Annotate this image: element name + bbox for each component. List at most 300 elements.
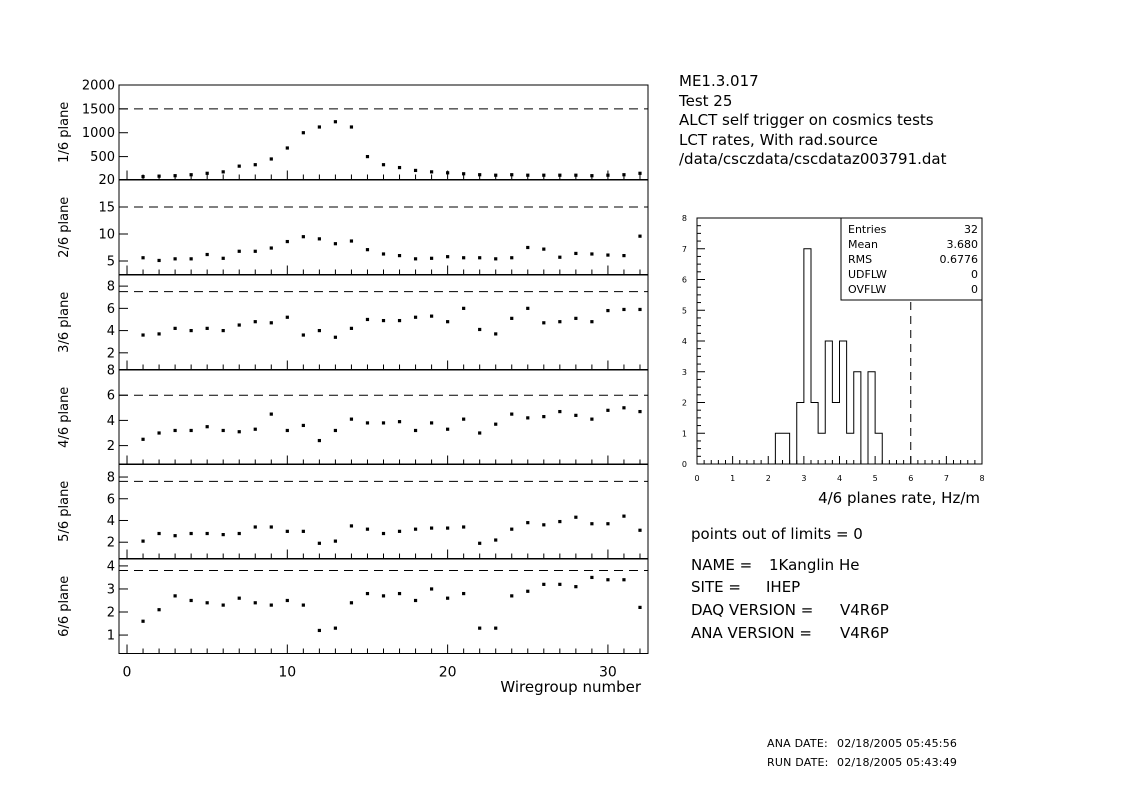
data-point xyxy=(334,429,337,432)
daq-version-label: DAQ VERSION = xyxy=(691,601,814,619)
data-point xyxy=(542,415,545,418)
y-tick-label: 5 xyxy=(106,254,115,270)
y-tick-label: 20 xyxy=(98,173,115,188)
data-point xyxy=(414,429,417,432)
data-point xyxy=(558,520,561,523)
data-point xyxy=(382,421,385,424)
data-point xyxy=(478,431,481,434)
y-tick-label: 6 xyxy=(106,301,115,317)
hist-y-tick-label: 4 xyxy=(681,337,687,346)
data-point xyxy=(574,174,577,177)
x-tick-label: 30 xyxy=(599,664,617,681)
data-point xyxy=(574,414,577,417)
data-point xyxy=(478,542,481,545)
data-point xyxy=(638,308,641,311)
data-point xyxy=(318,629,321,632)
data-point xyxy=(334,540,337,543)
header-line-datafile: /data/csczdata/cscdataz003791.dat xyxy=(679,150,947,168)
x-tick-label: 10 xyxy=(278,664,297,681)
data-point xyxy=(574,252,577,255)
panel-2 xyxy=(57,180,648,275)
panel-frame xyxy=(119,559,648,654)
data-point xyxy=(606,253,609,256)
data-point xyxy=(286,530,289,533)
data-point xyxy=(478,256,481,259)
data-point xyxy=(206,253,209,256)
data-point xyxy=(366,248,369,251)
data-point xyxy=(286,146,289,149)
data-point xyxy=(622,578,625,581)
name-value: 1Kanglin He xyxy=(769,556,860,574)
y-tick-label: 4 xyxy=(106,559,115,575)
data-point xyxy=(526,521,529,524)
y-tick-label: 2000 xyxy=(81,78,115,94)
data-point xyxy=(510,256,513,259)
data-point xyxy=(206,172,209,175)
data-point xyxy=(318,125,321,128)
data-point xyxy=(350,601,353,604)
data-point xyxy=(366,592,369,595)
data-point xyxy=(558,256,561,259)
data-point xyxy=(606,522,609,525)
data-point xyxy=(622,254,625,257)
data-point xyxy=(190,532,193,535)
hist-y-tick-label: 6 xyxy=(681,275,687,285)
y-tick-label: 4 xyxy=(106,413,115,429)
data-point xyxy=(270,157,273,160)
y-tick-label: 4 xyxy=(106,324,115,340)
data-point xyxy=(286,316,289,319)
data-point xyxy=(558,320,561,323)
data-point xyxy=(254,250,257,253)
stats-label: UDFLW xyxy=(848,268,887,281)
hist-y-tick-label: 2 xyxy=(681,398,687,408)
data-point xyxy=(398,166,401,169)
data-point xyxy=(606,409,609,412)
y-tick-label: 8 xyxy=(106,363,115,379)
data-point xyxy=(478,328,481,331)
y-tick-label: 6 xyxy=(106,388,115,404)
hist-bin xyxy=(868,372,875,464)
data-point xyxy=(366,318,369,321)
data-point xyxy=(238,532,241,535)
data-point xyxy=(606,174,609,177)
data-point xyxy=(350,327,353,330)
data-point xyxy=(190,173,193,176)
x-tick-label: 0 xyxy=(122,664,132,681)
y-tick-label: 2 xyxy=(106,346,115,362)
data-point xyxy=(590,320,593,323)
data-point xyxy=(590,418,593,421)
hist-y-tick-label: 0 xyxy=(681,460,687,469)
hist-y-tick-label: 8 xyxy=(681,214,687,223)
data-point xyxy=(174,257,177,260)
stats-label: RMS xyxy=(848,253,873,266)
data-point xyxy=(638,606,641,609)
data-point xyxy=(606,578,609,581)
data-point xyxy=(334,336,337,339)
data-point xyxy=(238,165,241,168)
panel-frame xyxy=(119,275,648,370)
ana-version-value: V4R6P xyxy=(840,624,889,642)
data-point xyxy=(638,172,641,175)
site-label: SITE = xyxy=(691,578,741,596)
rate-histogram xyxy=(682,214,985,483)
header-line-test: Test 25 xyxy=(679,91,733,110)
data-point xyxy=(190,257,193,260)
panel-frame xyxy=(119,370,648,465)
data-point xyxy=(590,522,593,525)
data-point xyxy=(222,429,225,432)
data-point xyxy=(622,515,625,518)
data-point xyxy=(334,627,337,630)
y-tick-label: 4 xyxy=(106,513,115,529)
data-point xyxy=(157,608,160,611)
data-point xyxy=(254,163,257,166)
data-point xyxy=(430,257,433,260)
data-point xyxy=(382,532,385,535)
data-point xyxy=(141,438,144,441)
data-point xyxy=(238,597,241,600)
data-point xyxy=(366,528,369,531)
data-point xyxy=(478,173,481,176)
hist-x-tick-label: 8 xyxy=(979,474,985,483)
stats-value: 3.680 xyxy=(946,238,978,251)
y-axis-label: 6/6 plane xyxy=(57,575,72,637)
y-tick-label: 1 xyxy=(106,628,115,644)
y-tick-label: 10 xyxy=(98,227,115,243)
header-line-module: ME1.3.017 xyxy=(679,72,759,90)
data-point xyxy=(190,329,193,332)
ana-version-label: ANA VERSION = xyxy=(691,624,812,642)
data-point xyxy=(574,585,577,588)
hist-x-tick-label: 2 xyxy=(765,474,771,483)
hist-bin xyxy=(783,433,790,464)
data-point xyxy=(254,320,257,323)
data-point xyxy=(382,594,385,597)
data-point xyxy=(494,627,497,630)
data-point xyxy=(430,421,433,424)
data-point xyxy=(542,248,545,251)
hist-bin xyxy=(775,433,782,464)
header-block xyxy=(679,72,947,170)
hist-x-tick-label: 7 xyxy=(943,474,949,483)
data-point xyxy=(590,576,593,579)
data-point xyxy=(622,308,625,311)
hist-x-tick-label: 4 xyxy=(836,474,843,483)
y-tick-label: 1000 xyxy=(81,126,115,142)
data-point xyxy=(638,410,641,413)
data-point xyxy=(157,332,160,335)
data-point xyxy=(558,583,561,586)
data-point xyxy=(174,429,177,432)
stats-value: 0.6776 xyxy=(939,253,978,266)
data-point xyxy=(558,174,561,177)
run-date-value: 02/18/2005 05:43:49 xyxy=(837,756,958,769)
hist-y-tick-label: 1 xyxy=(681,429,687,439)
data-point xyxy=(462,307,465,310)
stats-label: OVFLW xyxy=(848,283,887,296)
y-tick-label: 6 xyxy=(106,492,115,508)
data-point xyxy=(350,239,353,242)
data-point xyxy=(446,526,449,529)
hist-bin xyxy=(875,433,882,464)
ana-date-label: ANA DATE: xyxy=(767,737,828,750)
data-point xyxy=(286,240,289,243)
data-point xyxy=(157,175,160,178)
y-tick-label: 3 xyxy=(106,582,115,598)
stats-value: 0 xyxy=(971,268,978,281)
data-point xyxy=(462,256,465,259)
data-point xyxy=(206,327,209,330)
data-point xyxy=(462,418,465,421)
data-point xyxy=(302,530,305,533)
hist-bin xyxy=(797,403,804,465)
data-point xyxy=(141,175,144,178)
data-point xyxy=(446,320,449,323)
data-point xyxy=(622,406,625,409)
left-x-axis-label: Wiregroup number xyxy=(500,678,641,696)
data-point xyxy=(157,259,160,262)
data-point xyxy=(334,242,337,245)
data-point xyxy=(302,603,305,606)
data-point xyxy=(222,257,225,260)
hist-bin xyxy=(832,403,839,465)
data-point xyxy=(398,420,401,423)
data-point xyxy=(494,332,497,335)
y-tick-label: 2 xyxy=(106,605,115,621)
data-point xyxy=(222,603,225,606)
ana-date-value: 02/18/2005 05:45:56 xyxy=(837,737,958,750)
data-point xyxy=(174,174,177,177)
site-value: IHEP xyxy=(766,578,801,596)
panel-5 xyxy=(57,464,648,559)
data-point xyxy=(141,540,144,543)
data-point xyxy=(270,321,273,324)
points-out-of-limits: points out of limits = 0 xyxy=(691,525,863,543)
data-point xyxy=(446,255,449,258)
data-point xyxy=(510,413,513,416)
y-axis-label: 1/6 plane xyxy=(57,101,72,163)
hist-x-tick-label: 5 xyxy=(872,474,878,483)
data-point xyxy=(398,254,401,257)
hist-x-tick-label: 1 xyxy=(730,474,736,483)
data-point xyxy=(494,257,497,260)
data-point xyxy=(222,329,225,332)
data-point xyxy=(526,307,529,310)
data-point xyxy=(430,170,433,173)
hist-x-tick-label: 0 xyxy=(694,474,700,483)
y-axis-label: 4/6 plane xyxy=(57,386,72,448)
data-point xyxy=(270,603,273,606)
data-point xyxy=(638,529,641,532)
data-point xyxy=(190,429,193,432)
data-point xyxy=(302,235,305,238)
data-point xyxy=(462,525,465,528)
data-point xyxy=(206,425,209,428)
data-point xyxy=(222,533,225,536)
data-point xyxy=(526,246,529,249)
data-point xyxy=(382,252,385,255)
data-point xyxy=(590,252,593,255)
wiregroup-rate-panels xyxy=(57,79,648,681)
data-point xyxy=(366,155,369,158)
data-point xyxy=(542,583,545,586)
data-point xyxy=(414,169,417,172)
y-tick-label: 2 xyxy=(106,535,115,551)
hist-bin xyxy=(818,433,825,464)
run-date-label: RUN DATE: xyxy=(767,756,829,769)
header-line-description: ALCT self trigger on cosmics tests xyxy=(679,111,934,129)
data-point xyxy=(542,174,545,177)
data-point xyxy=(141,333,144,336)
x-tick-label: 20 xyxy=(438,664,457,681)
data-point xyxy=(254,525,257,528)
y-axis-label: 3/6 plane xyxy=(57,291,72,353)
data-point xyxy=(350,418,353,421)
data-point xyxy=(141,620,144,623)
data-point xyxy=(206,532,209,535)
data-point xyxy=(462,172,465,175)
hist-bin xyxy=(825,341,832,464)
data-point xyxy=(638,235,641,238)
hist-bin xyxy=(840,341,847,464)
data-point xyxy=(446,171,449,174)
data-point xyxy=(574,516,577,519)
stats-value: 0 xyxy=(971,283,978,296)
hist-bin xyxy=(811,403,818,465)
data-point xyxy=(446,597,449,600)
y-axis-label: 5/6 plane xyxy=(57,480,72,542)
data-point xyxy=(238,323,241,326)
name-label: NAME = xyxy=(691,556,753,574)
data-point xyxy=(238,250,241,253)
daq-version-value: V4R6P xyxy=(840,601,889,619)
data-point xyxy=(622,173,625,176)
data-point xyxy=(398,592,401,595)
data-point xyxy=(574,317,577,320)
data-point xyxy=(254,601,257,604)
hist-bin xyxy=(847,433,854,464)
data-point xyxy=(318,237,321,240)
hist-x-tick-label: 6 xyxy=(908,474,914,483)
data-point xyxy=(382,163,385,166)
y-tick-label: 1500 xyxy=(81,102,115,118)
data-point xyxy=(302,131,305,134)
data-point xyxy=(414,316,417,319)
data-point xyxy=(398,530,401,533)
data-point xyxy=(174,594,177,597)
data-point xyxy=(174,327,177,330)
hist-x-axis-label: 4/6 planes rate, Hz/m xyxy=(818,489,980,507)
data-point xyxy=(510,594,513,597)
stats-label: Mean xyxy=(848,238,878,251)
data-point xyxy=(478,627,481,630)
data-point xyxy=(526,590,529,593)
data-point xyxy=(526,174,529,177)
data-point xyxy=(510,173,513,176)
panel-4 xyxy=(57,364,648,465)
data-point xyxy=(174,534,177,537)
data-point xyxy=(350,125,353,128)
stats-label: Entries xyxy=(848,223,887,236)
header-line-rates: LCT rates, With rad.source xyxy=(679,130,878,149)
data-point xyxy=(542,523,545,526)
y-axis-label: 2/6 plane xyxy=(57,196,72,258)
data-point xyxy=(558,410,561,413)
hist-y-tick-label: 3 xyxy=(681,367,687,377)
data-point xyxy=(270,246,273,249)
data-point xyxy=(318,439,321,442)
panel-1 xyxy=(57,79,648,189)
y-tick-label: 500 xyxy=(90,150,115,166)
data-point xyxy=(494,423,497,426)
data-point xyxy=(542,321,545,324)
data-point xyxy=(414,528,417,531)
data-point xyxy=(157,431,160,434)
data-point xyxy=(510,528,513,531)
data-point xyxy=(606,309,609,312)
data-point xyxy=(302,424,305,427)
data-point xyxy=(590,174,593,177)
data-point xyxy=(526,416,529,419)
data-point xyxy=(270,413,273,416)
data-point xyxy=(270,525,273,528)
data-point xyxy=(494,174,497,177)
y-tick-label: 8 xyxy=(106,279,115,295)
panel-frame xyxy=(119,464,648,559)
data-point xyxy=(382,319,385,322)
data-point xyxy=(286,599,289,602)
data-point xyxy=(141,256,144,259)
data-point xyxy=(462,592,465,595)
hist-y-tick-label: 7 xyxy=(681,244,687,254)
data-point xyxy=(318,542,321,545)
data-point xyxy=(222,170,225,173)
data-point xyxy=(430,315,433,318)
data-point xyxy=(398,319,401,322)
stats-value: 32 xyxy=(964,223,978,236)
data-point xyxy=(157,532,160,535)
y-tick-label: 2 xyxy=(106,439,115,455)
y-tick-label: 15 xyxy=(98,200,115,216)
data-point xyxy=(510,317,513,320)
data-point xyxy=(334,120,337,123)
panel-6 xyxy=(57,559,648,654)
data-point xyxy=(286,429,289,432)
data-point xyxy=(430,587,433,590)
data-point xyxy=(238,430,241,433)
hist-x-tick-label: 3 xyxy=(801,474,807,483)
panel-frame xyxy=(119,180,648,275)
data-point xyxy=(190,599,193,602)
data-point xyxy=(318,329,321,332)
data-point xyxy=(366,421,369,424)
hist-bin xyxy=(854,372,861,464)
data-point xyxy=(430,526,433,529)
data-point xyxy=(414,599,417,602)
data-point xyxy=(302,333,305,336)
hist-bin xyxy=(804,249,811,464)
data-point xyxy=(350,524,353,527)
data-point xyxy=(494,538,497,541)
y-tick-label: 8 xyxy=(106,470,115,486)
data-point xyxy=(206,601,209,604)
panel-3 xyxy=(57,275,648,370)
data-point xyxy=(414,257,417,260)
data-point xyxy=(446,428,449,431)
data-point xyxy=(254,428,257,431)
